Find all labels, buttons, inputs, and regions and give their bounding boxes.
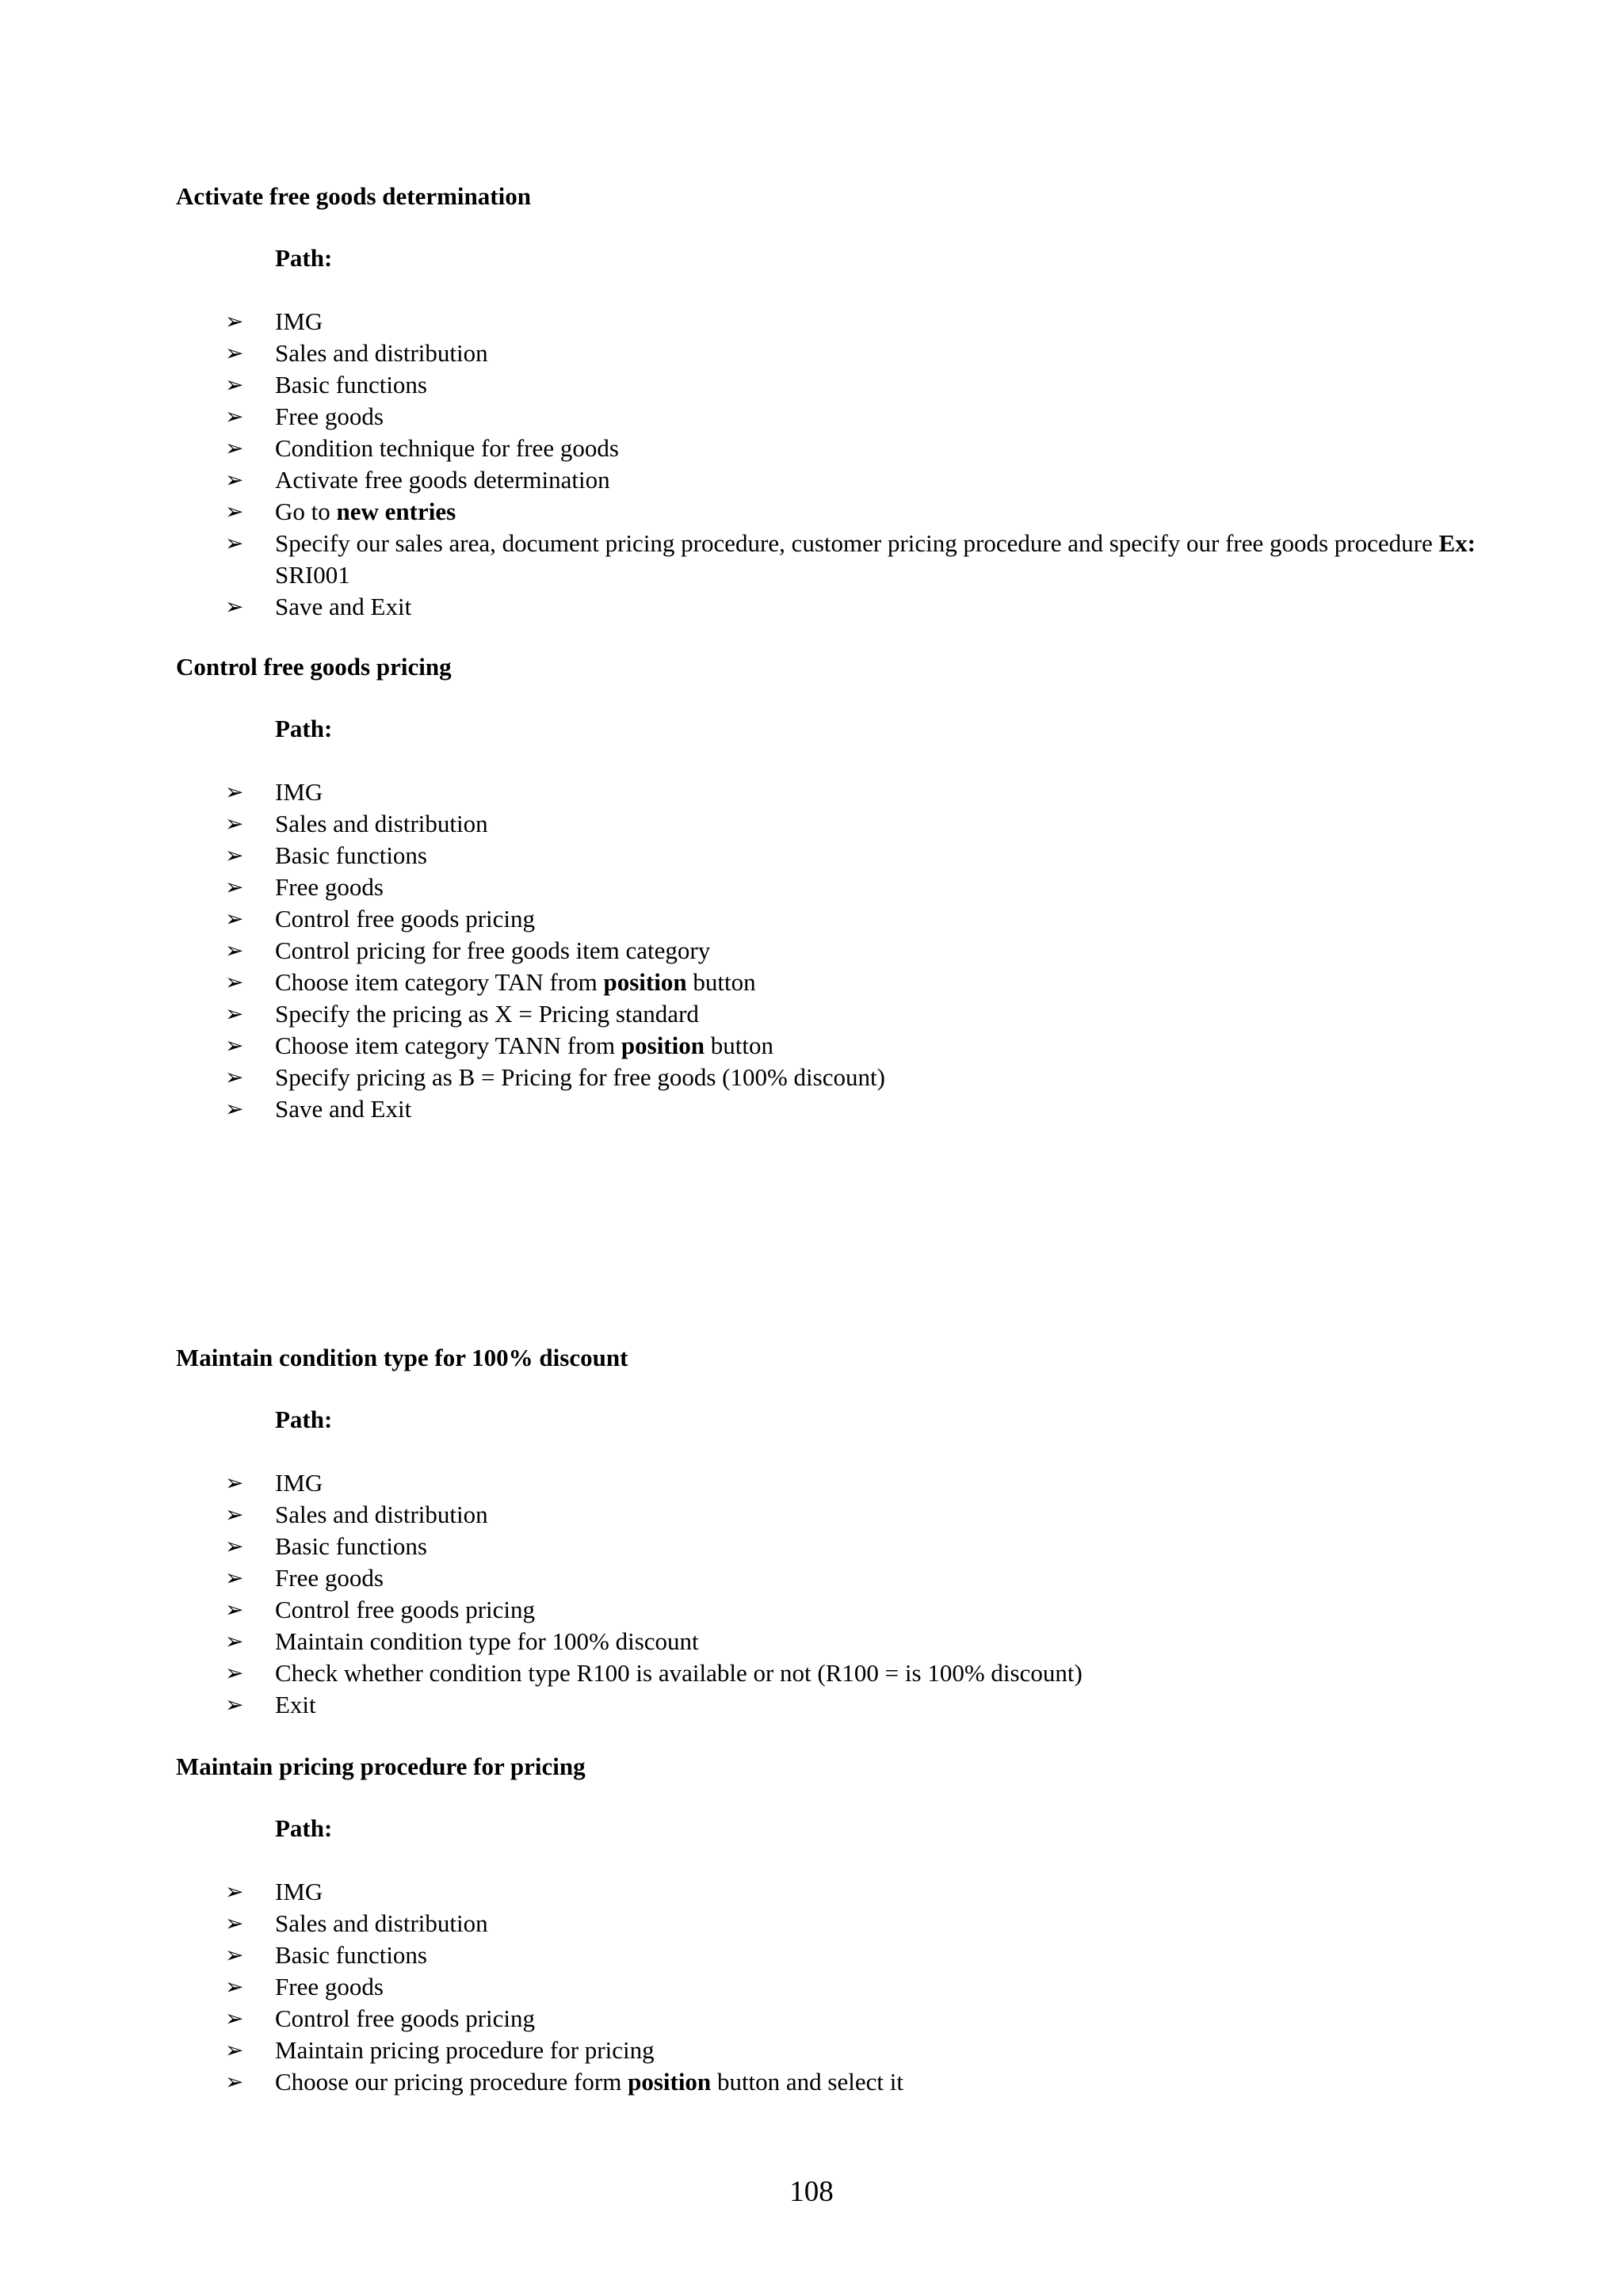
step-text-bold: position [603,968,687,996]
step-text-part: Choose item category TANN from [275,1032,621,1059]
list-item [176,1594,1523,1626]
step-text [275,371,427,399]
page-number: 108 [789,2176,834,2208]
step-text [275,1878,323,1905]
step-list [176,1876,1523,2098]
arrow-bullet-icon: ➢ [225,937,244,963]
step-text-part: button and select it [711,2068,903,2096]
step-text-part: IMG [275,778,323,806]
step-text [275,593,411,620]
arrow-bullet-icon: ➢ [225,810,244,837]
list-item [176,591,1523,623]
step-text-part: Free goods [275,1973,384,2000]
arrow-bullet-icon: ➢ [225,2037,244,2063]
arrow-bullet-icon: ➢ [225,467,244,493]
arrow-bullet-icon: ➢ [225,1501,244,1527]
step-text-bold: position [628,2068,712,2096]
list-item [176,967,1523,998]
arrow-bullet-icon: ➢ [225,1032,244,1058]
arrow-bullet-icon: ➢ [225,874,244,900]
list-item [176,1562,1523,1594]
arrow-bullet-icon: ➢ [225,1878,244,1905]
path-label: Path: [275,1814,333,1842]
list-item [176,2066,1523,2098]
list-item [176,1531,1523,1562]
list-item [176,338,1523,369]
step-text [275,529,1476,589]
step-text-part: Save and Exit [275,1095,412,1123]
list-item [176,1657,1523,1689]
arrow-bullet-icon: ➢ [225,340,244,366]
step-text-part: Basic functions [275,1941,427,1969]
step-text [275,1691,316,1718]
step-text [275,2004,535,2032]
step-text [275,873,384,901]
step-text-part: Choose our pricing procedure form [275,2068,628,2096]
list-item [176,1062,1523,1093]
step-text [275,1501,488,1528]
step-text [275,936,710,964]
step-text [275,778,323,806]
step-text-part: Basic functions [275,1532,427,1560]
step-text [275,1973,384,2000]
step-text-part: IMG [275,1878,323,1905]
step-text [275,339,488,367]
section-heading: Activate free goods determination [176,182,531,210]
step-text-part: Maintain condition type for 100% discount [275,1627,699,1655]
list-item [176,1689,1523,1721]
step-text [275,2068,903,2096]
arrow-bullet-icon: ➢ [225,1470,244,1496]
arrow-bullet-icon: ➢ [225,1910,244,1936]
step-text-part: Basic functions [275,841,427,869]
step-text [275,1032,773,1059]
step-text-part: Specify the pricing as X = Pricing standard [275,1000,699,1028]
list-item [176,401,1523,433]
step-text-part: Sales and distribution [275,1909,488,1937]
step-text [275,1469,323,1497]
step-list [176,1467,1523,1721]
step-text-bold: new entries [336,498,456,525]
arrow-bullet-icon: ➢ [225,906,244,932]
list-item [176,776,1523,808]
step-text [275,402,384,430]
step-text [275,1564,384,1592]
step-text [275,1532,427,1560]
arrow-bullet-icon: ➢ [225,1565,244,1591]
step-text-part: Free goods [275,1564,384,1592]
step-text-part: Free goods [275,402,384,430]
list-item [176,1939,1523,1971]
step-text-part: SRI001 [275,561,350,589]
arrow-bullet-icon: ➢ [225,498,244,524]
list-item [176,1971,1523,2003]
list-item [176,808,1523,840]
step-text [275,307,323,335]
step-text [275,2036,655,2064]
arrow-bullet-icon: ➢ [225,842,244,868]
arrow-bullet-icon: ➢ [225,1064,244,1090]
step-text-part: Sales and distribution [275,810,488,837]
arrow-bullet-icon: ➢ [225,435,244,461]
step-text-part: button [686,968,756,996]
step-text [275,810,488,837]
step-text [275,434,619,462]
arrow-bullet-icon: ➢ [225,2005,244,2031]
arrow-bullet-icon: ➢ [225,779,244,805]
step-text [275,1659,1083,1687]
arrow-bullet-icon: ➢ [225,308,244,334]
section-heading: Control free goods pricing [176,653,452,681]
step-text-part: button [705,1032,773,1059]
list-item [176,528,1523,591]
step-text-part: Basic functions [275,371,427,399]
step-text-part: Check whether condition type R100 is available or not (R100 = is 100% discount) [275,1659,1083,1687]
step-text [275,1596,535,1623]
step-text-part: Control free goods pricing [275,2004,536,2032]
step-text [275,498,456,525]
step-text-part: Sales and distribution [275,1501,488,1528]
step-text-part: Save and Exit [275,593,412,620]
step-text [275,841,427,869]
arrow-bullet-icon: ➢ [225,530,244,556]
section-heading: Maintain pricing procedure for pricing [176,1753,586,1780]
section-heading: Maintain condition type for 100% discount [176,1344,628,1371]
step-text [275,1909,488,1937]
arrow-bullet-icon: ➢ [225,1096,244,1122]
list-item [176,1908,1523,1939]
step-text-part: Go to [275,498,337,525]
arrow-bullet-icon: ➢ [225,403,244,429]
arrow-bullet-icon: ➢ [225,2069,244,2095]
list-item [176,496,1523,528]
section-maintain-condition-type [176,1342,1523,1721]
step-list [176,776,1523,1125]
step-text-part: Sales and distribution [275,339,488,367]
path-label: Path: [275,1405,333,1433]
path-label: Path: [275,244,333,272]
list-item [176,935,1523,967]
list-item [176,840,1523,871]
arrow-bullet-icon: ➢ [225,1974,244,2000]
step-text [275,1627,699,1655]
step-text [275,1000,699,1028]
list-item [176,1030,1523,1062]
step-text-bold: Ex: [1438,529,1476,557]
step-text [275,968,756,996]
list-item [176,998,1523,1030]
list-item [176,2003,1523,2035]
step-text-part: Control pricing for free goods item category [275,936,711,964]
arrow-bullet-icon: ➢ [225,969,244,995]
step-text-part: Specify our sales area, document pricing procedure, customer pricing procedure and specify our free goods procedure [275,529,1439,557]
step-text-part: Control free goods pricing [275,1596,536,1623]
arrow-bullet-icon: ➢ [225,1628,244,1654]
step-text-part: Condition technique for free goods [275,434,619,462]
list-item [176,369,1523,401]
step-text [275,466,610,494]
list-item [176,903,1523,935]
step-text-part: IMG [275,307,323,335]
step-text [275,905,535,933]
step-text-part: Control free goods pricing [275,905,536,933]
list-item [176,1876,1523,1908]
step-text-part: Maintain pricing procedure for pricing [275,2036,655,2064]
arrow-bullet-icon: ➢ [225,1660,244,1686]
step-list [176,306,1523,623]
step-text-part: Activate free goods determination [275,466,610,494]
step-text-part: Free goods [275,873,384,901]
arrow-bullet-icon: ➢ [225,372,244,398]
section-activate-free-goods [176,181,1523,623]
step-text [275,1095,411,1123]
step-text-part: Choose item category TAN from [275,968,604,996]
arrow-bullet-icon: ➢ [225,1691,244,1718]
list-item [176,464,1523,496]
arrow-bullet-icon: ➢ [225,1596,244,1623]
list-item [176,871,1523,903]
section-maintain-pricing-procedure [176,1751,1523,2098]
list-item [176,1626,1523,1657]
step-text-part: Exit [275,1691,316,1718]
list-item [176,1467,1523,1499]
list-item [176,1499,1523,1531]
list-item [176,433,1523,464]
arrow-bullet-icon: ➢ [225,593,244,620]
step-text [275,1941,427,1969]
arrow-bullet-icon: ➢ [225,1533,244,1559]
section-control-free-goods-pricing [176,651,1523,1125]
step-text-bold: position [621,1032,705,1059]
step-text [275,1063,885,1091]
step-text-part: IMG [275,1469,323,1497]
list-item [176,1093,1523,1125]
arrow-bullet-icon: ➢ [225,1001,244,1027]
step-text-part: Specify pricing as B = Pricing for free goods (100% discount) [275,1063,885,1091]
arrow-bullet-icon: ➢ [225,1942,244,1968]
list-item [176,306,1523,338]
path-label: Path: [275,715,333,742]
list-item [176,2035,1523,2066]
